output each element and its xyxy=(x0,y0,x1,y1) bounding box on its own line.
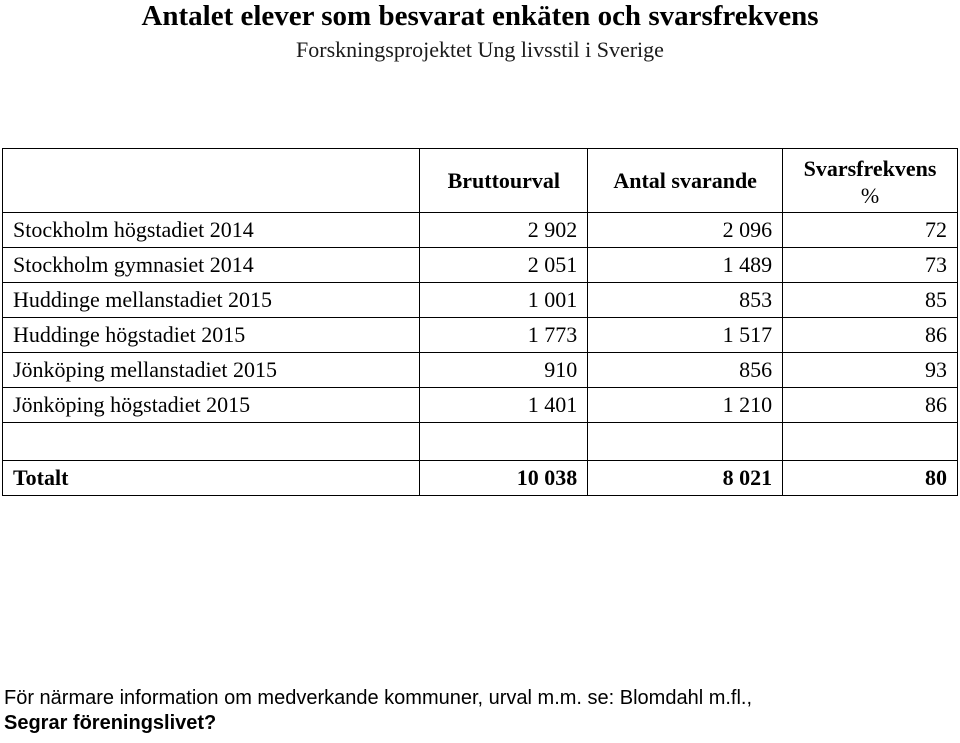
total-bruttourval: 10 038 xyxy=(420,461,588,496)
row-svarande: 853 xyxy=(588,283,783,318)
row-frekvens: 86 xyxy=(783,388,958,423)
spacer-cell xyxy=(420,423,588,461)
row-bruttourval: 1 001 xyxy=(420,283,588,318)
table-header-row xyxy=(3,149,958,213)
table-row xyxy=(3,213,958,248)
header-svarsfrekvens-label: Svarsfrekvens xyxy=(803,155,937,181)
spacer-cell xyxy=(588,423,783,461)
row-bruttourval: 1 401 xyxy=(420,388,588,423)
row-svarande: 856 xyxy=(588,353,783,388)
total-svarande: 8 021 xyxy=(588,461,783,496)
table-row xyxy=(3,283,958,318)
table-total-row xyxy=(3,461,958,496)
page-subtitle: Forskningsprojektet Ung livsstil i Sverige xyxy=(296,37,664,62)
row-frekvens: 86 xyxy=(783,318,958,353)
row-bruttourval: 910 xyxy=(420,353,588,388)
row-svarande: 1 489 xyxy=(588,248,783,283)
table-row xyxy=(3,388,958,423)
page-title: Antalet elever som besvarat enkäten och svarsfrekvens xyxy=(141,0,819,32)
header-antal-svarande: Antal svarande xyxy=(588,149,783,213)
row-bruttourval: 2 902 xyxy=(420,213,588,248)
header-empty-cell xyxy=(3,149,420,213)
footer-line-1: För närmare information om medverkande kommuner, urval m.m. se: Blomdahl m.fl., xyxy=(4,687,753,709)
row-bruttourval: 1 773 xyxy=(420,318,588,353)
row-svarande: 1 517 xyxy=(588,318,783,353)
footer-reference-link: Segrar föreningslivet? xyxy=(4,712,217,734)
footer-note xyxy=(4,686,954,736)
total-label: Totalt xyxy=(3,461,420,496)
table-row xyxy=(3,318,958,353)
row-frekvens: 93 xyxy=(783,353,958,388)
row-label: Stockholm högstadiet 2014 xyxy=(3,213,420,248)
spacer-cell xyxy=(3,423,420,461)
row-svarande: 2 096 xyxy=(588,213,783,248)
row-label: Huddinge högstadiet 2015 xyxy=(3,318,420,353)
row-label: Huddinge mellanstadiet 2015 xyxy=(3,283,420,318)
row-label: Stockholm gymnasiet 2014 xyxy=(3,248,420,283)
header-svarsfrekvens-unit: % xyxy=(860,182,880,208)
table-row xyxy=(3,353,958,388)
table-row xyxy=(3,248,958,283)
row-bruttourval: 2 051 xyxy=(420,248,588,283)
row-frekvens: 72 xyxy=(783,213,958,248)
table-spacer-row xyxy=(3,423,958,461)
row-svarande: 1 210 xyxy=(588,388,783,423)
row-frekvens: 85 xyxy=(783,283,958,318)
row-frekvens: 73 xyxy=(783,248,958,283)
header-bruttourval: Bruttourval xyxy=(420,149,588,213)
spacer-cell xyxy=(783,423,958,461)
row-label: Jönköping mellanstadiet 2015 xyxy=(3,353,420,388)
row-label: Jönköping högstadiet 2015 xyxy=(3,388,420,423)
total-frekvens: 80 xyxy=(783,461,958,496)
header-svarsfrekvens xyxy=(783,149,958,213)
response-rate-table xyxy=(2,148,958,496)
